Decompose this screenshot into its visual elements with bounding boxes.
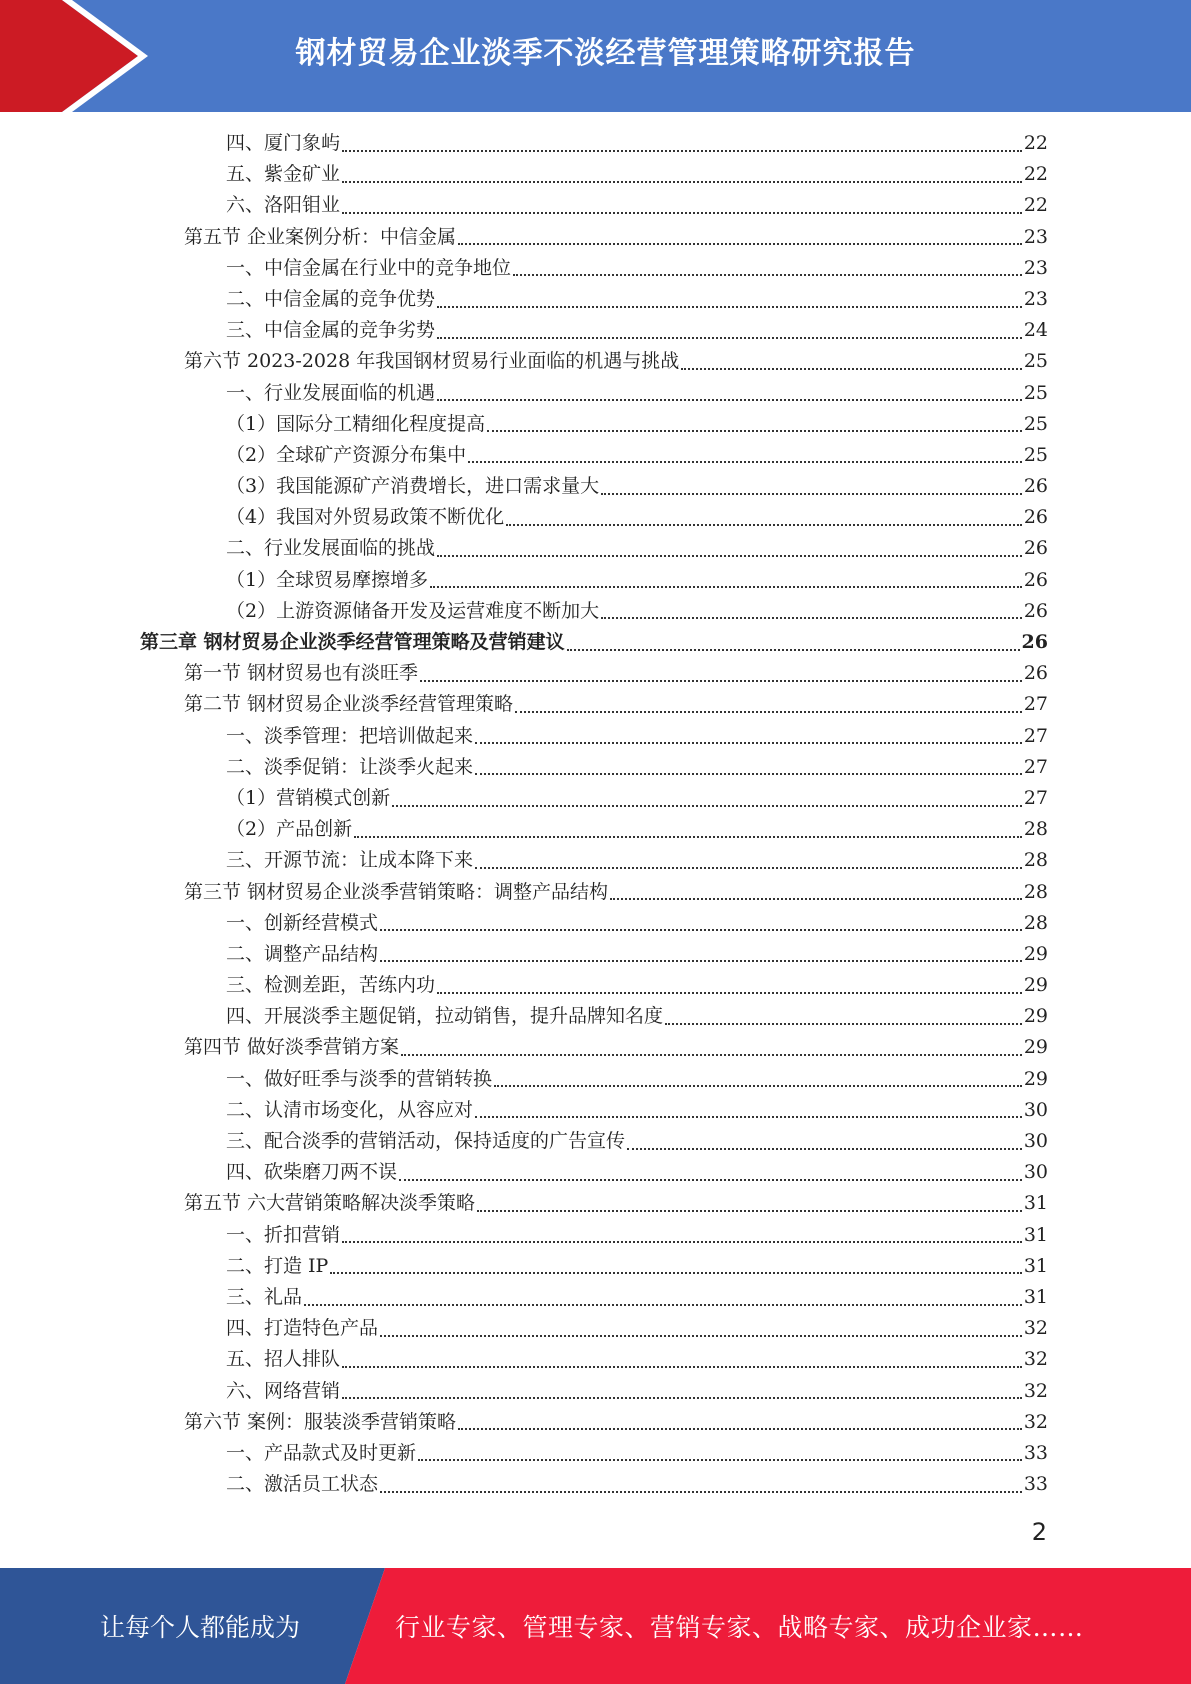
toc-entry[interactable] [140, 1001, 1048, 1032]
toc-dot-leader [437, 555, 1022, 557]
toc-entry-page: 25 [1023, 350, 1048, 373]
toc-dot-leader [420, 680, 1022, 682]
toc-entry-label: 一、中信金属在行业中的竞争地位 [226, 256, 512, 279]
toc-entry-label: 二、激活员工状态 [226, 1473, 379, 1496]
toc-entry[interactable] [140, 1313, 1048, 1344]
toc-entry[interactable] [140, 1282, 1048, 1313]
toc-entry-label: （2）全球矿产资源分布集中 [226, 443, 467, 466]
toc-entry-page: 29 [1023, 1067, 1048, 1090]
toc-entry-page: 24 [1023, 319, 1048, 342]
toc-entry[interactable] [140, 471, 1048, 502]
toc-entry-label: （3）我国能源矿产消费增长，进口需求量大 [226, 475, 600, 498]
toc-entry[interactable] [140, 689, 1048, 720]
toc-entry-page: 30 [1023, 1130, 1048, 1152]
toc-dot-leader [487, 430, 1022, 432]
toc-dot-leader [475, 867, 1022, 869]
toc-dot-leader [380, 960, 1022, 962]
toc-entry-label: 第三节 钢材贸易企业淡季营销策略：调整产品结构 [184, 880, 609, 903]
toc-entry-label: 三、配合淡季的营销活动，保持适度的广告宣传 [226, 1130, 626, 1152]
toc-dot-leader [342, 1397, 1022, 1399]
toc-entry-page: 30 [1023, 1161, 1048, 1184]
toc-dot-leader [380, 929, 1022, 931]
toc-dot-leader [610, 898, 1022, 900]
toc-entry[interactable] [140, 1157, 1048, 1188]
toc-dot-leader [458, 1428, 1022, 1430]
toc-dot-leader [475, 742, 1022, 744]
toc-entry-page: 31 [1023, 1192, 1048, 1215]
toc-entry[interactable] [140, 1220, 1048, 1251]
toc-entry-label: 四、厦门象屿 [226, 132, 341, 154]
toc-entry[interactable] [140, 159, 1048, 190]
toc-dot-leader [392, 805, 1022, 807]
toc-entry[interactable] [140, 908, 1048, 939]
toc-dot-leader [401, 1054, 1022, 1056]
toc-entry-page: 28 [1023, 880, 1048, 903]
toc-entry[interactable] [140, 565, 1048, 596]
toc-dot-leader [380, 1335, 1022, 1337]
toc-dot-leader [342, 212, 1022, 214]
toc-dot-leader [601, 493, 1022, 495]
toc-entry-page: 26 [1023, 568, 1048, 591]
toc-dot-leader [468, 461, 1022, 463]
toc-dot-leader [601, 617, 1022, 619]
toc-entry-label: 第五节 六大营销策略解决淡季策略 [184, 1192, 476, 1215]
toc-entry[interactable] [140, 222, 1048, 253]
toc-entry-label: （1）全球贸易摩擦增多 [226, 568, 429, 591]
toc-dot-leader [418, 1459, 1022, 1461]
toc-entry-label: 第六节 案例：服装淡季营销策略 [184, 1410, 457, 1433]
toc-dot-leader [354, 836, 1022, 838]
toc-entry[interactable] [140, 1188, 1048, 1219]
toc-entry-label: 三、检测差距，苦练内功 [226, 974, 436, 997]
toc-entry-label: 三、开源节流：让成本降下来 [226, 849, 474, 872]
toc-dot-leader [494, 1085, 1022, 1087]
toc-entry-label: 三、礼品 [226, 1285, 303, 1308]
toc-entry[interactable] [140, 752, 1048, 783]
toc-entry-page: 29 [1023, 942, 1048, 965]
toc-entry-label: 第一节 钢材贸易也有淡旺季 [184, 662, 419, 685]
toc-entry-page: 32 [1023, 1379, 1048, 1402]
toc-dot-leader [506, 524, 1022, 526]
toc-entry-label: 二、淡季促销：让淡季火起来 [226, 755, 474, 778]
toc-entry-page: 26 [1021, 631, 1048, 653]
toc-entry[interactable] [140, 1251, 1048, 1282]
toc-entry-page: 32 [1023, 1410, 1048, 1433]
toc-entry-label: 二、打造 IP [226, 1254, 329, 1277]
toc-entry-page: 30 [1023, 1098, 1048, 1121]
toc-entry[interactable] [140, 1469, 1048, 1500]
toc-dot-leader [437, 337, 1022, 339]
toc-entry[interactable] [140, 440, 1048, 471]
toc-entry-page: 26 [1023, 506, 1048, 529]
toc-entry-label: 第五节 企业案例分析：中信金属 [184, 225, 457, 248]
toc-entry-label: 六、网络营销 [226, 1379, 341, 1402]
header-arrow-icon [0, 0, 160, 112]
toc-dot-leader [627, 1148, 1022, 1150]
toc-entry-page: 26 [1023, 599, 1048, 622]
toc-entry-label: （4）我国对外贸易政策不断优化 [226, 506, 505, 529]
footer-slogan-left: 让每个人都能成为 [99, 1613, 300, 1642]
toc-dot-leader [665, 1023, 1022, 1025]
toc-entry-page: 33 [1023, 1473, 1048, 1496]
table-of-contents [140, 128, 1048, 1500]
toc-entry-label: （2）产品创新 [226, 818, 353, 841]
toc-entry-page: 26 [1023, 662, 1048, 685]
toc-entry-page: 32 [1023, 1317, 1048, 1340]
toc-entry[interactable] [140, 502, 1048, 533]
toc-entry[interactable] [140, 845, 1048, 876]
toc-entry-label: 一、行业发展面临的机遇 [226, 381, 436, 404]
toc-entry-page: 28 [1023, 818, 1048, 841]
toc-entry-label: （2）上游资源储备开发及运营难度不断加大 [226, 599, 600, 622]
toc-entry[interactable] [140, 1407, 1048, 1438]
toc-dot-leader [458, 243, 1022, 245]
toc-entry[interactable] [140, 315, 1048, 346]
toc-entry[interactable] [140, 128, 1048, 159]
toc-dot-leader [567, 649, 1020, 651]
toc-dot-leader [330, 1272, 1021, 1274]
toc-entry[interactable] [140, 939, 1048, 970]
toc-entry-page: 27 [1023, 755, 1048, 778]
toc-entry-label: 二、中信金属的竞争优势 [226, 287, 436, 310]
toc-entry[interactable] [140, 596, 1048, 627]
toc-dot-leader [342, 150, 1022, 152]
toc-entry-label: 四、开展淡季主题促销，拉动销售，提升品牌知名度 [226, 1005, 664, 1028]
toc-entry-page: 29 [1023, 974, 1048, 997]
toc-entry-label: 一、淡季管理：把培训做起来 [226, 724, 474, 747]
toc-entry[interactable] [140, 1376, 1048, 1407]
toc-entry-page: 27 [1023, 786, 1048, 809]
toc-entry-page: 28 [1023, 911, 1048, 934]
toc-entry-page: 22 [1023, 132, 1048, 154]
toc-entry[interactable] [140, 1095, 1048, 1126]
toc-entry-label: 一、折扣营销 [226, 1223, 341, 1246]
toc-entry-page: 28 [1023, 849, 1048, 872]
toc-entry-page: 25 [1023, 443, 1048, 466]
toc-entry[interactable] [140, 409, 1048, 440]
toc-entry-page: 27 [1023, 693, 1048, 716]
toc-entry-page: 29 [1023, 1005, 1048, 1028]
toc-entry-label: 第四节 做好淡季营销方案 [184, 1036, 400, 1059]
toc-entry[interactable] [140, 378, 1048, 409]
toc-entry-label: 三、中信金属的竞争劣势 [226, 319, 436, 342]
footer-slogan-right: 行业专家、管理专家、营销专家、战略专家、成功企业家…… [395, 1613, 1084, 1642]
toc-entry-page: 29 [1023, 1036, 1048, 1059]
toc-entry-label: 二、认清市场变化，从容应对 [226, 1098, 474, 1121]
toc-dot-leader [475, 1116, 1022, 1118]
toc-entry-label: 第三章 钢材贸易企业淡季经营管理策略及营销建议 [140, 631, 565, 653]
toc-entry[interactable] [140, 721, 1048, 752]
toc-entry-label: （1）国际分工精细化程度提高 [226, 412, 486, 435]
toc-entry-label: 四、砍柴磨刀两不误 [226, 1161, 398, 1184]
toc-dot-leader [342, 1366, 1022, 1368]
toc-entry-page: 27 [1023, 724, 1048, 747]
toc-entry-page: 26 [1023, 537, 1048, 560]
toc-entry-page: 25 [1023, 412, 1048, 435]
toc-entry[interactable] [140, 284, 1048, 315]
toc-entry[interactable] [140, 1438, 1048, 1469]
toc-entry[interactable] [140, 190, 1048, 221]
toc-entry-page: 23 [1023, 256, 1048, 279]
toc-dot-leader [475, 773, 1022, 775]
toc-entry-label: （1）营销模式创新 [226, 786, 391, 809]
toc-entry-page: 31 [1023, 1254, 1048, 1277]
toc-entry-label: 五、紫金矿业 [226, 163, 341, 186]
toc-entry-label: 第二节 钢材贸易企业淡季经营管理策略 [184, 693, 514, 716]
toc-entry-page: 32 [1023, 1348, 1048, 1371]
toc-entry-label: 一、创新经营模式 [226, 911, 379, 934]
toc-entry-page: 31 [1023, 1285, 1048, 1308]
toc-entry-page: 22 [1023, 194, 1048, 217]
report-title: 钢材贸易企业淡季不淡经营管理策略研究报告 [295, 36, 916, 71]
toc-entry-page: 33 [1023, 1441, 1048, 1464]
toc-entry[interactable] [140, 970, 1048, 1001]
toc-entry-label: 二、行业发展面临的挑战 [226, 537, 436, 560]
toc-entry-page: 25 [1023, 381, 1048, 404]
toc-dot-leader [437, 992, 1022, 994]
toc-dot-leader [437, 306, 1022, 308]
toc-dot-leader [342, 181, 1022, 183]
header-band [0, 0, 1191, 112]
toc-dot-leader [342, 1241, 1022, 1243]
toc-entry-page: 26 [1023, 475, 1048, 498]
toc-dot-leader [477, 1210, 1022, 1212]
toc-dot-leader [304, 1304, 1022, 1306]
toc-dot-leader [430, 586, 1022, 588]
toc-entry[interactable] [140, 658, 1048, 689]
toc-entry[interactable] [140, 877, 1048, 908]
toc-entry-label: 二、调整产品结构 [226, 942, 379, 965]
toc-entry-page: 23 [1023, 287, 1048, 310]
toc-dot-leader [513, 274, 1022, 276]
toc-entry[interactable] [140, 253, 1048, 284]
toc-entry[interactable] [140, 627, 1048, 658]
toc-dot-leader [399, 1179, 1022, 1181]
toc-dot-leader [380, 1491, 1022, 1493]
toc-entry[interactable] [140, 1344, 1048, 1375]
toc-entry[interactable] [140, 1064, 1048, 1095]
toc-entry-label: 一、做好旺季与淡季的营销转换 [226, 1067, 493, 1090]
footer-band [0, 1568, 1191, 1684]
toc-dot-leader [515, 711, 1022, 713]
toc-entry[interactable] [140, 1126, 1048, 1157]
toc-entry[interactable] [140, 783, 1048, 814]
toc-entry-page: 23 [1023, 225, 1048, 248]
toc-entry[interactable] [140, 533, 1048, 564]
toc-entry[interactable] [140, 1032, 1048, 1063]
toc-entry-page: 31 [1023, 1223, 1048, 1246]
toc-entry-page: 22 [1023, 163, 1048, 186]
toc-dot-leader [681, 368, 1022, 370]
toc-entry-label: 五、招人排队 [226, 1348, 341, 1371]
toc-entry-label: 一、产品款式及时更新 [226, 1441, 417, 1464]
toc-entry-label: 四、打造特色产品 [226, 1317, 379, 1340]
toc-entry[interactable] [140, 346, 1048, 377]
toc-dot-leader [437, 399, 1022, 401]
toc-entry-label: 第六节 2023-2028 年我国钢材贸易行业面临的机遇与挑战 [184, 350, 680, 373]
toc-entry-label: 六、洛阳钼业 [226, 194, 341, 217]
toc-entry[interactable] [140, 814, 1048, 845]
page-number: 2 [1031, 1518, 1047, 1546]
